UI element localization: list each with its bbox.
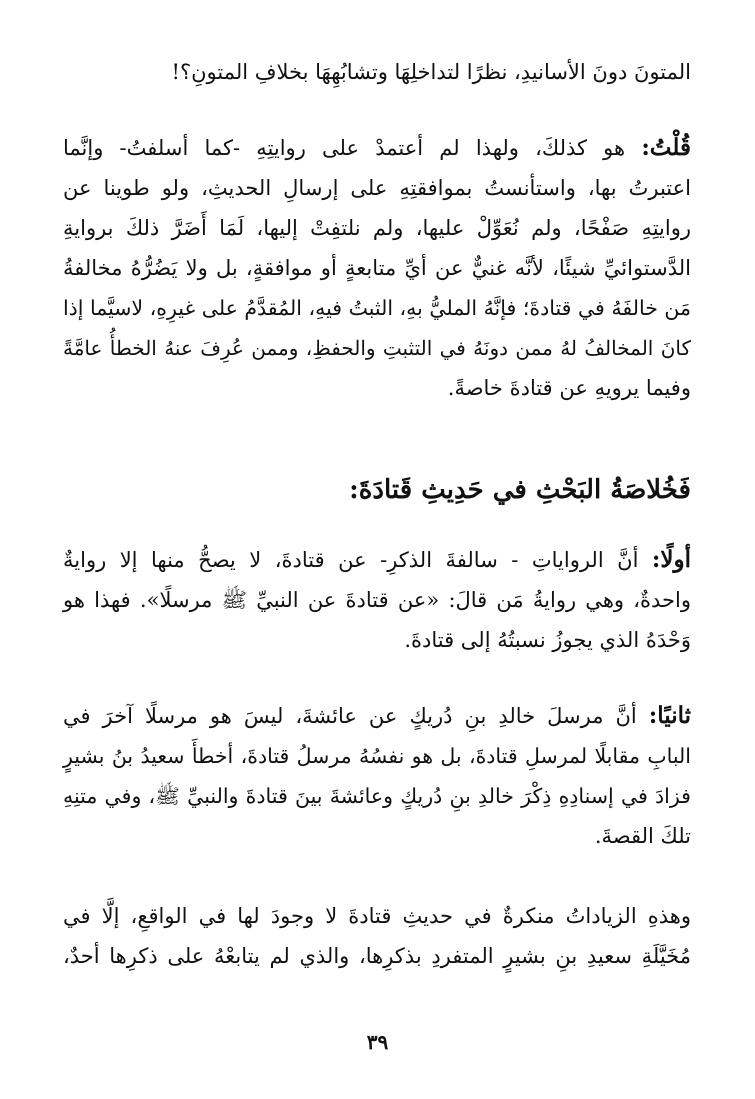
paragraph-1-lead: قُلْتُ:	[641, 134, 691, 161]
page-number: ٣٩	[366, 1030, 389, 1054]
paragraph-3-line-4: تلكَ القصةَ.	[594, 824, 691, 848]
paragraph-2-line-2: واحدةٌ، وهي روايةُ مَن قالَ: «عن قتادةَ عن النبيِّ ﷺ مرسلًا». فهذا هو	[63, 588, 691, 612]
continuation-line: المتونَ دونَ الأسانيدِ، نظرًا لتداخلِهَا وتشابُهِهَا بخلافِ المتونِ؟!	[171, 60, 691, 84]
paragraph-2-lead: أولًا:	[651, 546, 691, 573]
section-heading: فَخُلاصَةُ البَحْثِ في حَدِيثِ قَتادَةَ:	[349, 475, 691, 505]
paragraph-1-line-5: مَن خالفَهُ في قتادةَ؛ فإنَّهُ المليُّ بهِ، الثبتُ فيهِ، المُقدَّمُ على غيرِهِ، لاسيَّما إذا	[62, 296, 691, 320]
paragraph-1-line-3: روايتِهِ صَفْحًا، ولم نُعَوِّلْ عليها، ولم نلتفِتْ إليها، لَمَا أَضَرَّ ذلكَ بروايةِ	[63, 216, 691, 240]
paragraph-3-first-text: أنَّ مرسلَ خالدِ بنِ دُريكٍ عن عائشةَ، ليسَ هو مرسلًا آخرَ في	[63, 704, 649, 728]
paragraph-1-line-1	[63, 128, 691, 168]
paragraph-2-line-3: وَحْدَهُ الذي يجوزُ نسبتُهُ إلى قتادةَ.	[404, 628, 691, 652]
paragraph-4-line-2: مُخَيَّلَةِ سعيدِ بنِ بشيرٍ المتفردِ بذكرِها، والذي لم يتابعْهُ على ذكرِها أحدٌ،	[63, 944, 691, 968]
paragraph-2-first-text: أنَّ الرواياتِ - سالفةَ الذكرِ- عن قتادةَ، لا يصحُّ منها إلا روايةٌ	[63, 548, 652, 572]
paragraph-1-line-6: كانَ المخالفُ لهُ ممن دونَهُ في التثبتِ والحفظِ، وممن عُرِفَ عنهُ الخطأُ عامَّةً	[63, 336, 691, 360]
paragraph-4-line-1: وهذهِ الزياداتُ منكرةٌ في حديثِ قتادةَ لا وجودَ لها في الواقعِ، إلَّا في	[63, 904, 691, 928]
paragraph-3-lead: ثانيًا:	[648, 702, 691, 729]
paragraph-3-line-1	[63, 696, 691, 736]
paragraph-1-line-4: الدَّستوائيِّ شيئًا، لأنَّه غنيٌّ عن أيِّ متابعةٍ أو موافقةٍ، بل ولا يَضُرُّهُ مخالفةُ	[63, 256, 691, 280]
paragraph-1-first-text: هو كذلكَ، ولهذا لم أعتمدْ على روايتِهِ -كما أسلفتُ- وإنَّما	[63, 136, 642, 160]
paragraph-1-line-7: وفيما يرويهِ عن قتادةَ خاصةً.	[447, 376, 691, 400]
paragraph-1-line-2: اعتبرتُ بها، واستأنستُ بموافقتِهِ على إرسالِ الحديثِ، ولو طوينا عن	[63, 176, 691, 200]
paragraph-3-line-3: فزادَ في إسنادِهِ ذِكْرَ خالدِ بنِ دُريكٍ وعائشةَ بينَ قتادةَ والنبيِّ ﷺ، وفي متنِهِ	[63, 784, 691, 808]
paragraph-3-line-2: البابِ مقابلًا لمرسلِ قتادةَ، بل هو نفسُهُ مرسلُ قتادةَ، أخطأَ سعيدُ بنُ بشيرٍ	[63, 744, 691, 768]
paragraph-2-line-1	[63, 540, 691, 580]
